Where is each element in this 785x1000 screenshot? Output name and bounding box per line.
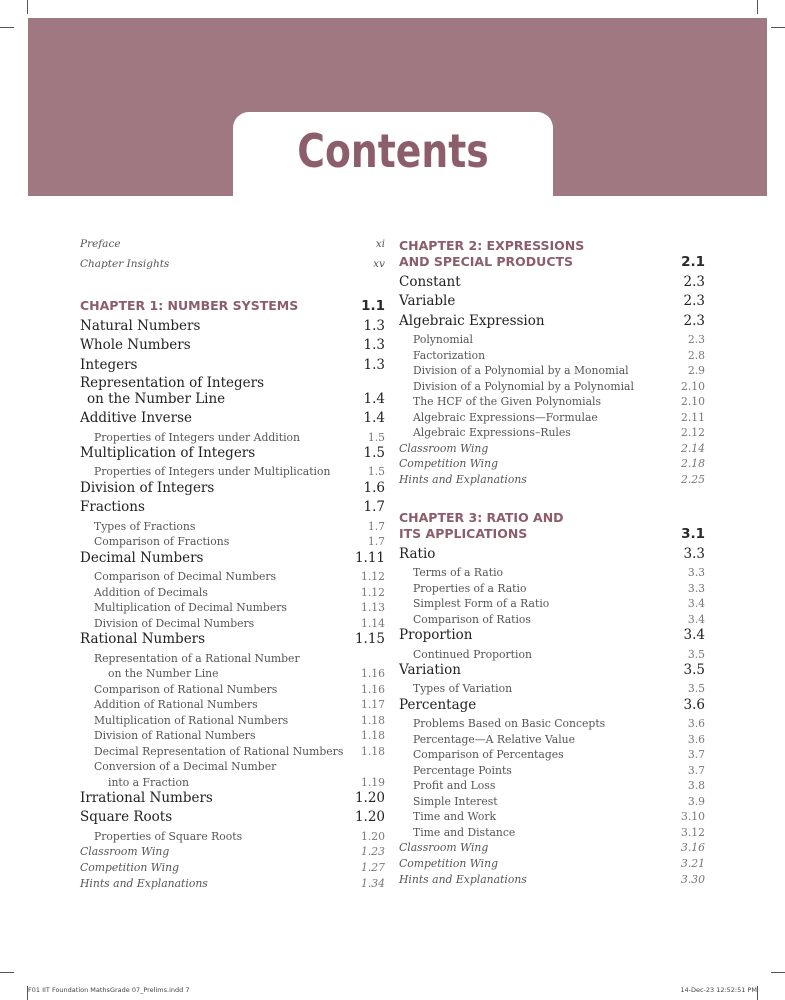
toc-section-entry bbox=[80, 480, 385, 499]
toc-entry-title: Hints and Explanations bbox=[399, 872, 527, 886]
toc-entry-title-line: ITS APPLICATIONS bbox=[399, 525, 528, 541]
toc-entry-title: Division of Decimal Numbers bbox=[94, 616, 255, 630]
toc-entry-title: Properties of Integers under Multiplication bbox=[94, 465, 331, 479]
toc-entry-page: 1.20 bbox=[354, 790, 385, 807]
toc-entry-page: 3.12 bbox=[680, 825, 705, 839]
toc-entry-page: 1.17 bbox=[360, 698, 385, 712]
toc-entry-title: Whole Numbers bbox=[80, 337, 191, 354]
toc-subsection-entry bbox=[80, 728, 385, 744]
toc-entry-page: 1.16 bbox=[360, 682, 385, 696]
toc-entry-title: Multiplication of Integers bbox=[80, 445, 256, 462]
toc-entry-title: Percentage—A Relative Value bbox=[413, 732, 575, 746]
toc-entry-page: 3.6 bbox=[687, 717, 705, 731]
toc-entry-page: 2.1 bbox=[681, 254, 705, 270]
toc-subsection-entry bbox=[80, 600, 385, 616]
toc-entry-title: Simple Interest bbox=[413, 794, 498, 808]
toc-entry-title: Classroom Wing bbox=[80, 845, 170, 859]
toc-section-entry bbox=[80, 790, 385, 809]
toc-subsection-entry bbox=[399, 809, 705, 825]
toc-entry-title: Chapter Insights bbox=[80, 258, 170, 270]
crop-mark bbox=[771, 27, 785, 28]
toc-entry-page: 1.7 bbox=[367, 519, 385, 533]
toc-front-entry bbox=[80, 258, 385, 278]
toc-entry-page: 3.4 bbox=[683, 627, 705, 644]
toc-entry-page: 1.20 bbox=[354, 809, 385, 826]
toc-entry-title: Comparison of Decimal Numbers bbox=[94, 570, 277, 584]
crop-mark bbox=[757, 986, 758, 1000]
toc-subsection-entry bbox=[399, 394, 705, 410]
toc-entry-title: Profit and Loss bbox=[413, 779, 496, 793]
toc-entry-title: Variation bbox=[399, 662, 461, 679]
toc-subsection-entry bbox=[399, 348, 705, 364]
toc-entry-title: Time and Work bbox=[413, 810, 497, 824]
toc-entry-page: 3.3 bbox=[683, 545, 705, 562]
toc-entry-page: 1.34 bbox=[360, 876, 385, 890]
toc-subsection-entry bbox=[80, 651, 385, 682]
toc-wing-entry bbox=[399, 856, 705, 872]
toc-entry-title: Natural Numbers bbox=[80, 318, 201, 334]
toc-entry-page: 1.11 bbox=[354, 549, 385, 566]
toc-subsection-entry bbox=[399, 612, 705, 628]
toc-wing-entry bbox=[399, 840, 705, 856]
toc-subsection-entry bbox=[399, 332, 705, 348]
toc-entry-title: Competition Wing bbox=[80, 861, 179, 874]
toc-wing-entry bbox=[80, 844, 385, 860]
toc-entry-page: 1.7 bbox=[367, 535, 385, 549]
toc-entry-page: 2.14 bbox=[680, 441, 705, 455]
toc-entry-title-line: Conversion of a Decimal Number bbox=[94, 760, 277, 774]
toc-entry-page: 2.10 bbox=[680, 395, 705, 409]
toc-wing-entry bbox=[399, 872, 705, 888]
toc-entry-title: Comparison of Rational Numbers bbox=[94, 682, 278, 696]
toc-entry-page: 3.6 bbox=[683, 696, 705, 713]
toc-entry-page: 3.4 bbox=[687, 597, 705, 611]
toc-chapter-heading bbox=[399, 238, 705, 270]
toc-entry-title: Algebraic Expressions–Rules bbox=[413, 426, 571, 440]
toc-entry-page: 2.9 bbox=[687, 364, 705, 378]
toc-entry-page: 1.19 bbox=[360, 775, 385, 789]
toc-wing-entry bbox=[80, 876, 385, 892]
toc-entry-page: 1.7 bbox=[363, 499, 385, 516]
footer-timestamp: 14-Dec-23 12:52:51 PM bbox=[680, 986, 757, 994]
toc-entry-title: Multiplication of Decimal Numbers bbox=[94, 601, 287, 615]
toc-entry-title-line: Representation of Integers bbox=[80, 375, 265, 392]
toc-entry-title-line: CHAPTER 2: EXPRESSIONS bbox=[399, 238, 585, 253]
toc-subsection-entry bbox=[80, 519, 385, 535]
toc-subsection-entry bbox=[399, 425, 705, 441]
toc-section-entry bbox=[80, 631, 385, 650]
toc-entry-page: 2.3 bbox=[687, 333, 705, 347]
toc-subsection-entry bbox=[399, 581, 705, 597]
toc-section-entry bbox=[399, 627, 705, 646]
toc-entry-title-line: CHAPTER 3: RATIO AND bbox=[399, 509, 564, 525]
toc-entry-title: Division of a Polynomial by a Monomial bbox=[413, 364, 629, 378]
toc-entry-page: 1.12 bbox=[360, 570, 385, 584]
toc-entry-page: 2.11 bbox=[680, 410, 705, 424]
toc-subsection-entry bbox=[399, 596, 705, 612]
toc-entry-title bbox=[94, 759, 355, 790]
toc-entry-title-line: Representation of a Rational Number bbox=[94, 651, 300, 665]
toc-subsection-entry bbox=[399, 794, 705, 810]
toc-subsection-entry bbox=[80, 430, 385, 446]
toc-entry-title: Properties of Square Roots bbox=[94, 829, 243, 843]
toc-entry-page: 3.5 bbox=[683, 662, 705, 679]
toc-entry-title: Variable bbox=[399, 293, 456, 310]
toc-entry-page: 3.7 bbox=[687, 748, 705, 762]
toc-entry-title: Decimal Numbers bbox=[80, 549, 204, 566]
toc-entry-title: Rational Numbers bbox=[80, 631, 206, 648]
toc-entry-title: Preface bbox=[80, 238, 121, 250]
toc-entry-page: 3.4 bbox=[687, 612, 705, 626]
toc-subsection-entry bbox=[399, 363, 705, 379]
toc-entry-page: 3.10 bbox=[680, 810, 705, 824]
toc-entry-page: 1.14 bbox=[360, 616, 385, 630]
toc-left-column bbox=[80, 238, 385, 891]
toc-entry-title bbox=[399, 510, 675, 542]
toc-entry-title: Percentage bbox=[399, 696, 477, 713]
toc-subsection-entry bbox=[80, 569, 385, 585]
toc-entry-title: Hints and Explanations bbox=[399, 473, 527, 487]
toc-entry-title: Factorization bbox=[413, 348, 486, 362]
toc-entry-title: Algebraic Expressions—Formulae bbox=[413, 410, 598, 424]
toc-entry-title: Competition Wing bbox=[399, 457, 498, 471]
toc-entry-page: 3.3 bbox=[687, 566, 705, 580]
toc-entry-title: Problems Based on Basic Concepts bbox=[413, 717, 606, 731]
footer-file-info: F01 IIT Foundation MathsGrade 07_Prelims.indd 7 bbox=[28, 986, 190, 994]
crop-mark bbox=[27, 0, 28, 14]
crop-mark bbox=[0, 27, 14, 28]
toc-entry-title: Hints and Explanations bbox=[80, 876, 208, 890]
toc-entry-title: Division of Rational Numbers bbox=[94, 729, 256, 743]
toc-section-entry bbox=[399, 662, 705, 681]
toc-entry-title: Division of Integers bbox=[80, 479, 215, 496]
toc-entry-page: 3.8 bbox=[687, 779, 705, 793]
toc-entry-page: xi bbox=[375, 238, 385, 250]
toc-entry-page: 1.13 bbox=[360, 601, 385, 615]
toc-entry-title: Multiplication of Rational Numbers bbox=[94, 713, 289, 727]
toc-entry-title: Addition of Rational Numbers bbox=[94, 698, 258, 712]
crop-mark bbox=[757, 0, 758, 14]
toc-entry-title bbox=[94, 651, 355, 682]
toc-entry-page: 1.3 bbox=[363, 356, 385, 373]
toc-entry-page: 3.30 bbox=[680, 872, 705, 886]
toc-subsection-entry bbox=[80, 464, 385, 480]
toc-entry-page: 1.18 bbox=[360, 744, 385, 758]
toc-entry-title: CHAPTER 1: NUMBER SYSTEMS bbox=[80, 298, 299, 313]
toc-section-entry bbox=[399, 697, 705, 716]
toc-entry-title-line: on the Number Line bbox=[108, 667, 219, 681]
toc-entry-page: 1.4 bbox=[363, 390, 385, 407]
toc-entry-page: 3.3 bbox=[687, 581, 705, 595]
toc-entry-page: 1.5 bbox=[367, 430, 385, 444]
toc-entry-page: 1.18 bbox=[360, 713, 385, 727]
toc-entry-title: Types of Fractions bbox=[94, 519, 196, 533]
toc-entry-title: Square Roots bbox=[80, 809, 173, 826]
toc-entry-page: 1.20 bbox=[360, 829, 385, 843]
toc-subsection-entry bbox=[399, 732, 705, 748]
toc-entry-title: Comparison of Ratios bbox=[413, 612, 531, 626]
toc-entry-title: Division of a Polynomial by a Polynomial bbox=[413, 379, 634, 393]
toc-subsection-entry bbox=[399, 565, 705, 581]
toc-subsection-entry bbox=[399, 681, 705, 697]
toc-subsection-entry bbox=[80, 534, 385, 550]
toc-wing-entry bbox=[399, 456, 705, 472]
toc-section-entry bbox=[80, 376, 385, 407]
toc-entry-page: 2.25 bbox=[680, 473, 705, 487]
toc-entry-title bbox=[399, 238, 675, 270]
toc-entry-title-line: on the Number Line bbox=[87, 390, 226, 407]
toc-entry-page: xv bbox=[373, 258, 385, 270]
toc-section-entry bbox=[399, 293, 705, 312]
toc-chapter-heading bbox=[399, 510, 705, 542]
toc-entry-title: Fractions bbox=[80, 499, 145, 516]
toc-section-entry bbox=[80, 357, 385, 376]
toc-section-entry bbox=[80, 445, 385, 464]
toc-subsection-entry bbox=[80, 744, 385, 760]
toc-entry-page: 3.5 bbox=[687, 647, 705, 661]
toc-entry-title: Terms of a Ratio bbox=[413, 566, 504, 580]
toc-entry-title-line: into a Fraction bbox=[108, 775, 189, 789]
crop-mark bbox=[0, 972, 14, 973]
toc-section-entry bbox=[399, 313, 705, 332]
toc-entry-page: 2.8 bbox=[687, 348, 705, 362]
toc-entry-page: 2.12 bbox=[680, 426, 705, 440]
toc-subsection-entry bbox=[80, 585, 385, 601]
toc-section-entry bbox=[80, 337, 385, 356]
toc-section-entry bbox=[80, 499, 385, 518]
toc-subsection-entry bbox=[399, 647, 705, 663]
toc-entry-title: Continued Proportion bbox=[413, 647, 532, 661]
toc-entry-title: Competition Wing bbox=[399, 857, 498, 871]
toc-entry-title: Polynomial bbox=[413, 333, 473, 347]
toc-entry-title: Time and Distance bbox=[413, 825, 516, 839]
toc-entry-title: The HCF of the Given Polynomials bbox=[413, 395, 602, 409]
toc-entry-page: 3.16 bbox=[680, 841, 705, 855]
toc-entry-page: 1.3 bbox=[363, 337, 385, 354]
toc-entry-page: 2.10 bbox=[680, 379, 705, 393]
toc-entry-page: 2.3 bbox=[683, 274, 705, 290]
toc-entry-page: 1.23 bbox=[360, 845, 385, 859]
toc-section-entry bbox=[399, 546, 705, 565]
toc-subsection-entry bbox=[399, 747, 705, 763]
toc-subsection-entry bbox=[399, 763, 705, 779]
page-title: Contents bbox=[297, 124, 489, 178]
toc-wing-entry bbox=[399, 472, 705, 488]
toc-entry-title: Properties of Integers under Addition bbox=[94, 430, 300, 444]
toc-entry-title-line: AND SPECIAL PRODUCTS bbox=[399, 254, 574, 269]
toc-entry-title: Decimal Representation of Rational Numbers bbox=[94, 744, 344, 758]
toc-entry-page: 1.16 bbox=[360, 667, 385, 681]
toc-entry-page: 3.5 bbox=[687, 682, 705, 696]
toc-entry-page: 1.6 bbox=[363, 479, 385, 496]
toc-subsection-entry bbox=[80, 713, 385, 729]
toc-entry-page: 2.3 bbox=[683, 293, 705, 310]
toc-entry-page: 1.1 bbox=[361, 298, 385, 314]
toc-entry-page: 1.27 bbox=[360, 861, 385, 874]
toc-entry-title: Classroom Wing bbox=[399, 441, 489, 455]
toc-entry-page: 3.6 bbox=[687, 732, 705, 746]
toc-subsection-entry bbox=[399, 716, 705, 732]
toc-entry-page: 1.5 bbox=[367, 465, 385, 479]
toc-front-entry bbox=[80, 238, 385, 258]
toc-subsection-entry bbox=[399, 778, 705, 794]
toc-subsection-entry bbox=[80, 616, 385, 632]
toc-entry-title: Proportion bbox=[399, 627, 473, 644]
toc-entry-title: Irrational Numbers bbox=[80, 790, 213, 807]
toc-entry-page: 3.21 bbox=[680, 857, 705, 871]
toc-subsection-entry bbox=[80, 829, 385, 845]
toc-entry-title: Percentage Points bbox=[413, 763, 512, 777]
toc-entry-page: 3.9 bbox=[687, 794, 705, 808]
toc-entry-page: 3.7 bbox=[687, 763, 705, 777]
toc-entry-page: 1.12 bbox=[360, 585, 385, 599]
toc-right-column bbox=[399, 238, 705, 887]
toc-entry-page: 1.15 bbox=[354, 631, 385, 648]
toc-entry-title: Classroom Wing bbox=[399, 841, 489, 855]
toc-entry-title: Comparison of Percentages bbox=[413, 748, 564, 762]
toc-entry-title: Simplest Form of a Ratio bbox=[413, 597, 550, 611]
toc-entry-title: Comparison of Fractions bbox=[94, 535, 230, 549]
toc-wing-entry bbox=[399, 441, 705, 457]
toc-entry-title: Addition of Decimals bbox=[94, 585, 208, 599]
toc-entry-page: 2.3 bbox=[683, 312, 705, 329]
toc-entry-title: Algebraic Expression bbox=[399, 312, 545, 329]
toc-wing-entry bbox=[80, 860, 385, 876]
toc-entry-title bbox=[80, 376, 358, 407]
toc-entry-title: Integers bbox=[80, 356, 138, 373]
toc-subsection-entry bbox=[80, 697, 385, 713]
toc-section-entry bbox=[80, 318, 385, 337]
toc-entry-title: Types of Variation bbox=[413, 682, 513, 696]
toc-subsection-entry bbox=[399, 410, 705, 426]
toc-entry-page: 1.18 bbox=[360, 729, 385, 743]
toc-subsection-entry bbox=[399, 379, 705, 395]
crop-mark bbox=[771, 972, 785, 973]
toc-entry-page: 1.5 bbox=[363, 445, 385, 462]
toc-section-entry bbox=[80, 410, 385, 429]
toc-entry-page: 1.4 bbox=[363, 410, 385, 427]
toc-section-entry bbox=[399, 274, 705, 293]
toc-entry-page: 2.18 bbox=[680, 457, 705, 471]
toc-entry-page: 1.3 bbox=[363, 318, 385, 334]
toc-chapter-heading bbox=[80, 298, 385, 314]
toc-entry-title: Additive Inverse bbox=[80, 410, 193, 427]
toc-entry-title: Ratio bbox=[399, 545, 436, 562]
toc-entry-title: Properties of a Ratio bbox=[413, 581, 527, 595]
toc-subsection-entry bbox=[399, 825, 705, 841]
toc-entry-title: Constant bbox=[399, 274, 461, 290]
toc-subsection-entry bbox=[80, 682, 385, 698]
toc-section-entry bbox=[80, 809, 385, 828]
toc-section-entry bbox=[80, 550, 385, 569]
toc-subsection-entry bbox=[80, 759, 385, 790]
toc-entry-page: 3.1 bbox=[681, 525, 705, 542]
